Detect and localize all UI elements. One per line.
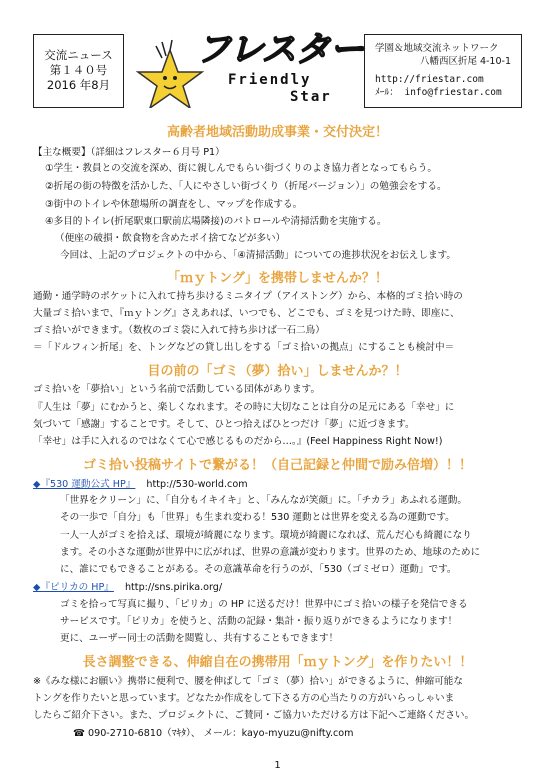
section1-line: 【主な概要】（詳細はフレスター６月号 P1） <box>33 147 225 158</box>
org-name: 学園＆地域交流ネットワーク <box>375 43 499 54</box>
org-box <box>364 34 522 108</box>
section3-heading: 目の前の「ゴミ（夢）拾い」しませんか？！ <box>147 364 408 379</box>
contact-email: ﾒｰﾙ： info@friestar.com <box>375 87 502 98</box>
section4-line: ゴミを拾って写真に撮り、「ピリカ」の HP に送るだけ！世界中にゴミ拾いの様子を発信できる <box>60 599 468 610</box>
section4-line: に、誰にでもできることがある。その意識革命を行うのが、「530（ゴミゼロ）運動」です。 <box>60 564 457 575</box>
logo-subtitle-1: Friendly <box>228 72 312 88</box>
section4-line: 一人一人がゴミを拾えば、環境が綺麗になります。環境が綺麗になれば、荒んだ心も綺麗になり <box>60 530 472 541</box>
issue-box <box>33 34 124 108</box>
section4-line: 更に、ユーザー同士の活動を閲覧し、共有することもできます！ <box>60 633 339 644</box>
issue-date: 2016 年8月 <box>46 78 111 92</box>
logo-subtitle-2: Star <box>290 89 332 105</box>
section1-line: ④多目的トイレ(折尾駅東口駅前広場隣接)のパトロールや清掃活動を実施する。 <box>45 216 387 227</box>
section2-line: 大量ゴミ拾いまで、『ｍｙトング』さえあれば、いつでも、どこでも、ゴミを見つけた時、即座に、 <box>33 308 460 319</box>
pirika-url[interactable]: http://sns.pirika.org/ <box>124 582 223 593</box>
section1-line: ②折尾の街の特徴を活かした、「人にやさしい街づくり（折尾バージョン）」の勉強会をする。 <box>45 181 447 192</box>
section2-line: ゴミ拾いができます。（数枚のゴミ袋に入れて持ち歩けば一石二鳥） <box>33 325 325 336</box>
newsletter-label: 交流ニュース <box>44 48 113 62</box>
section5-line: したらご紹介下さい。また、プロジェクトに、ご賛同・ご協力いただける方は下記へご連絡ください。 <box>33 710 475 721</box>
section3-line: 『人生は「夢」にむかうと、楽しくなれます。その時に大切なことは自分の足元にある「幸せ」に <box>33 402 455 413</box>
pirika-link[interactable]: ◆『ピリカの HP』 <box>33 582 114 593</box>
section3-line: 「幸せ」は手に入れるのではなくて心で感じるものだから…。』(Feel Happiness Right Now!) <box>33 436 443 447</box>
section3-line: 気づいて「感謝」することです。そして、ひとつ拾えばひとつだけ「夢」に近づきます。 <box>33 419 415 430</box>
section1-line: 今回は、上記のプロジェクトの中から、「④清掃活動」についての進捗状況をお伝えします。 <box>60 250 456 261</box>
section1-line: ③街中のトイレや休憩場所の調査をし、マップを作成する。 <box>45 199 303 210</box>
hp-530-link[interactable]: ◆『530 運動公式 HP』 <box>33 479 136 490</box>
page-number: 1 <box>274 760 281 771</box>
contact-info: ☎ 090-2710-6810（ﾏｷﾀ）、 メール：kayo-myuzu@nifty.com <box>73 728 354 739</box>
website-url: http://friestar.com <box>375 74 484 85</box>
section4-line: サービスです。「ピリカ」を使うと、活動の記録・集計・振り返りができるようになります！ <box>60 616 458 627</box>
section2-line: ＝「ドルフィン折尾」を、トングなどの貸し出しをする「ゴミ拾いの拠点」にすることも検討中＝ <box>33 342 455 353</box>
logo <box>130 22 364 114</box>
section4-heading: ゴミ拾い投稿サイトで繋がる！（自己記録と仲間で励み倍増）！！ <box>82 458 473 473</box>
section4-line: 「世界をクリーン」に、「自分もイキイキ」と、「みんなが笑顔」に。「チカラ」あふれる運動。 <box>60 495 467 506</box>
issue-number: 第１４０号 <box>49 63 108 77</box>
section1-line: （便座の破損・飲食物を含めたポイ捨てなどが多い） <box>55 233 286 244</box>
hp-530-link-row <box>33 479 248 491</box>
section2-line: 通勤・通学時のポケットに入れて持ち歩けるミニタイプ（アイストング）から、本格的ゴミ拾い時の <box>33 291 463 302</box>
org-address: 八幡西区折尾 4-10-1 <box>419 56 511 67</box>
section4-line: その一歩で「自分」も「世界」も生まれ変わる！530 運動とは世界を変える為の運動です。 <box>60 512 455 523</box>
section4-line: ます。その小さな運動が世界中に広がれば、世界の意識が変わります。世界のため、地球のために <box>60 547 481 558</box>
section3-line: ゴミ拾いを「夢拾い」という名前で活動している団体があります。 <box>33 384 321 395</box>
section5-line: ※《みな様にお願い》携帯に便利で、腰を伸ばして「ゴミ（夢）拾い」ができるように、伸縮可能な <box>33 676 463 687</box>
logo-title: フレスター <box>196 30 364 70</box>
section1-line: ①学生・教員との交流を深め、街に親しんでもらい街づくりのよき協力者となってもらう。 <box>45 163 437 174</box>
pirika-link-row <box>33 582 222 594</box>
hp-530-url[interactable]: http://530-world.com <box>146 479 248 490</box>
star-mascot-icon <box>136 36 204 108</box>
section2-heading: 「ｍｙトング」を携帯しませんか？！ <box>167 271 388 286</box>
section1-heading: 高齢者地域活動助成事業・交付決定！ <box>166 125 388 140</box>
section5-line: トングを作りたいと思っています。どなたか作成をして下さる方の心当たりの方がいらっしゃいま <box>33 693 455 704</box>
section5-heading: 長さ調整できる、伸縮自在の携帯用「ｍｙトング」を作りたい！！ <box>82 655 473 670</box>
